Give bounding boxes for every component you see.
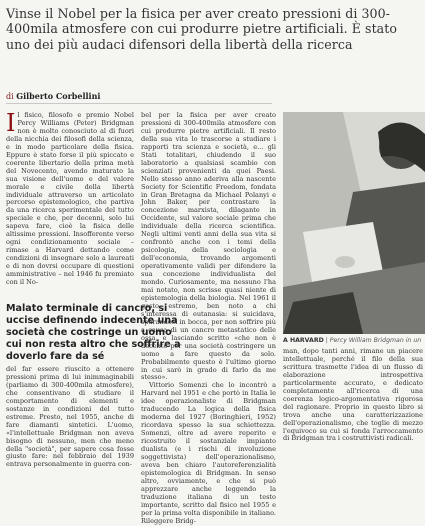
- byline: [6, 91, 100, 101]
- byline-prefix: di: [6, 92, 14, 101]
- byline-author: Gilberto Corbellini: [16, 91, 101, 101]
- divider: [6, 103, 272, 104]
- article-column-1-bottom: del far essere riuscito a ottenere pressioni prima di lui inimmaginabili (parliamo di 300-400mila atmosfere), che consentivano di studiare il comportamento di elementi e sostanze in condizioni del tutto estreme. Presto, nel 1955, anche di fare diamanti sintetici. L'uomo, «l'intellettuale Bridgman non aveva bisogno di nessuno, men che meno della "società", per sapere cosa fosse giusto fare: nel febbraio del 1939 entrava personalmente in guerra con-: [6, 365, 134, 469]
- caption-credit: A HARVARD: [283, 337, 324, 344]
- article-column-3: man, dopo tanti anni, rimane un piacere intellettuale, perché il filo della sua scrittura trasmette l'idea di un flusso di elaborazione introspettiva particolarmente accurato, e dedicato completamente all'ricerca di una coerenza logico-argomentativa rigorosa del ragionare. Proprio in questo libro si trova anche una caratterizzazione dell'operazionalismo, che toglie di mezzo l'equivoco su cui si fonda l'arroccamento di Bridgman tra i costruttivisti radicali.: [283, 347, 423, 443]
- article-column-1: [6, 109, 134, 298]
- column-2-text-2: Vittorio Somenzi che lo incontrò a Harvard nel 1951 e che portò in Italia le idee operazionaliste di Bridgman traducendo La logica della fisica moderna del 1927 (Boringhieri, 1952) ricordava spesso la sua schiettezza. Somenzi, oltre ad avere reperito e ricostruito il sostanziale impianto dualista (e i rischi di involuzione soggettivista) dell'operazionalismo, aveva ben chiaro l'autoreferenzialità epistemologica di Bridgman. In senso altro, ovviamente, e che si può apprezzare anche leggendo la traduzione italiana di un testo importante, scritto dal fisico nel 1955 e per la prima volta disponibile in italiano. Rileggere Bridg-: [141, 381, 276, 525]
- portrait-photo: [283, 112, 425, 334]
- column-1-text: l fisico, filosofo e premio Nobel Percy Williams (Peter) Bridgman non è molto conosciuto al di fuori della nicchia dei filosofi della scienza, e in modo particolare della fisica. Eppure è stato forse il più spiccato e coerente libertario della prima metà del Novecento, avendo maturato la sua visione dell'uomo e del valore morale e civile della libertà individuale attraverso un articolato percorso epistemologico, che partiva da una ricerca sperimentale del tutto speciale e che, per decenni, solo lui sapeva fare, cioè la fisica delle altissime pressioni. Insofferente verso ogni condizionamento sociale – rimase a Harvard dettando come condizioni di insegnare solo a laureati e di non dovrsi occupare di questioni amministrative – nel 1946 fu premiato con il No-: [6, 111, 134, 287]
- drop-cap: I: [6, 109, 16, 137]
- photo-caption: [283, 337, 425, 344]
- column-2-text: bel per la fisica per aver creato pressioni di 300-400mila atmosfere con cui produrre pietre artificiali. Il resto della sua vita lo trascorse a studiare i rapporti tra scienza e società, e... gli Stati totalitari, chiudendo il suo laboratorio a qualsiasi scambio con scienziati provenienti da quei Paesi. Nello stesso anno aderiva alla nascente Society for Scientific Freedom, fondata in Gran Bretagna da Michael Polanyi e John Baker, per contrastare la concezione marxista, dilagante in Occidente, sul valore sociale prima che individuale della ricerca scientifica. Negli ultimi venti anni della sua vita si confrontò anche con i temi della psicologia, della sociologia e dell'economia, trovando argomenti operativamente validi per difendere la sua concezione individualista del mondo. Curiosamente, ma nessuno l'ha mai notato, non scrisse quasi niente di epistemologia della biologia. Nel 1961 il gesto estremo, ben noto a chi s'interessa di eutanasia: si suicidava, sparandosi in bocca, per non soffrire più a causa di un cancro metastatico delle ossa, e lasciando scritto «che non è decente per una società costringere un uomo a fare questo da solo. Probabilmente questo è l'ultimo giorno in cui sarò in grado di farlo da me stesso».: [141, 111, 276, 382]
- headline: Vinse il Nobel per la fisica per aver creato pressioni di 300-400mila atmosfere con cui produrre pietre artificiali. È stato uno dei più audaci difensori della libertà della ricerca: [6, 6, 397, 52]
- article-column-2: [141, 111, 276, 525]
- pull-quote: Malato terminale di cancro, si uccise definendo indecente una società che costringe un uomo cui non resta altro che soffrire a doverlo fare da sé: [6, 303, 181, 362]
- caption-text: | Percy William Bridgman in un: [325, 337, 422, 344]
- photo-illustration: [283, 112, 425, 334]
